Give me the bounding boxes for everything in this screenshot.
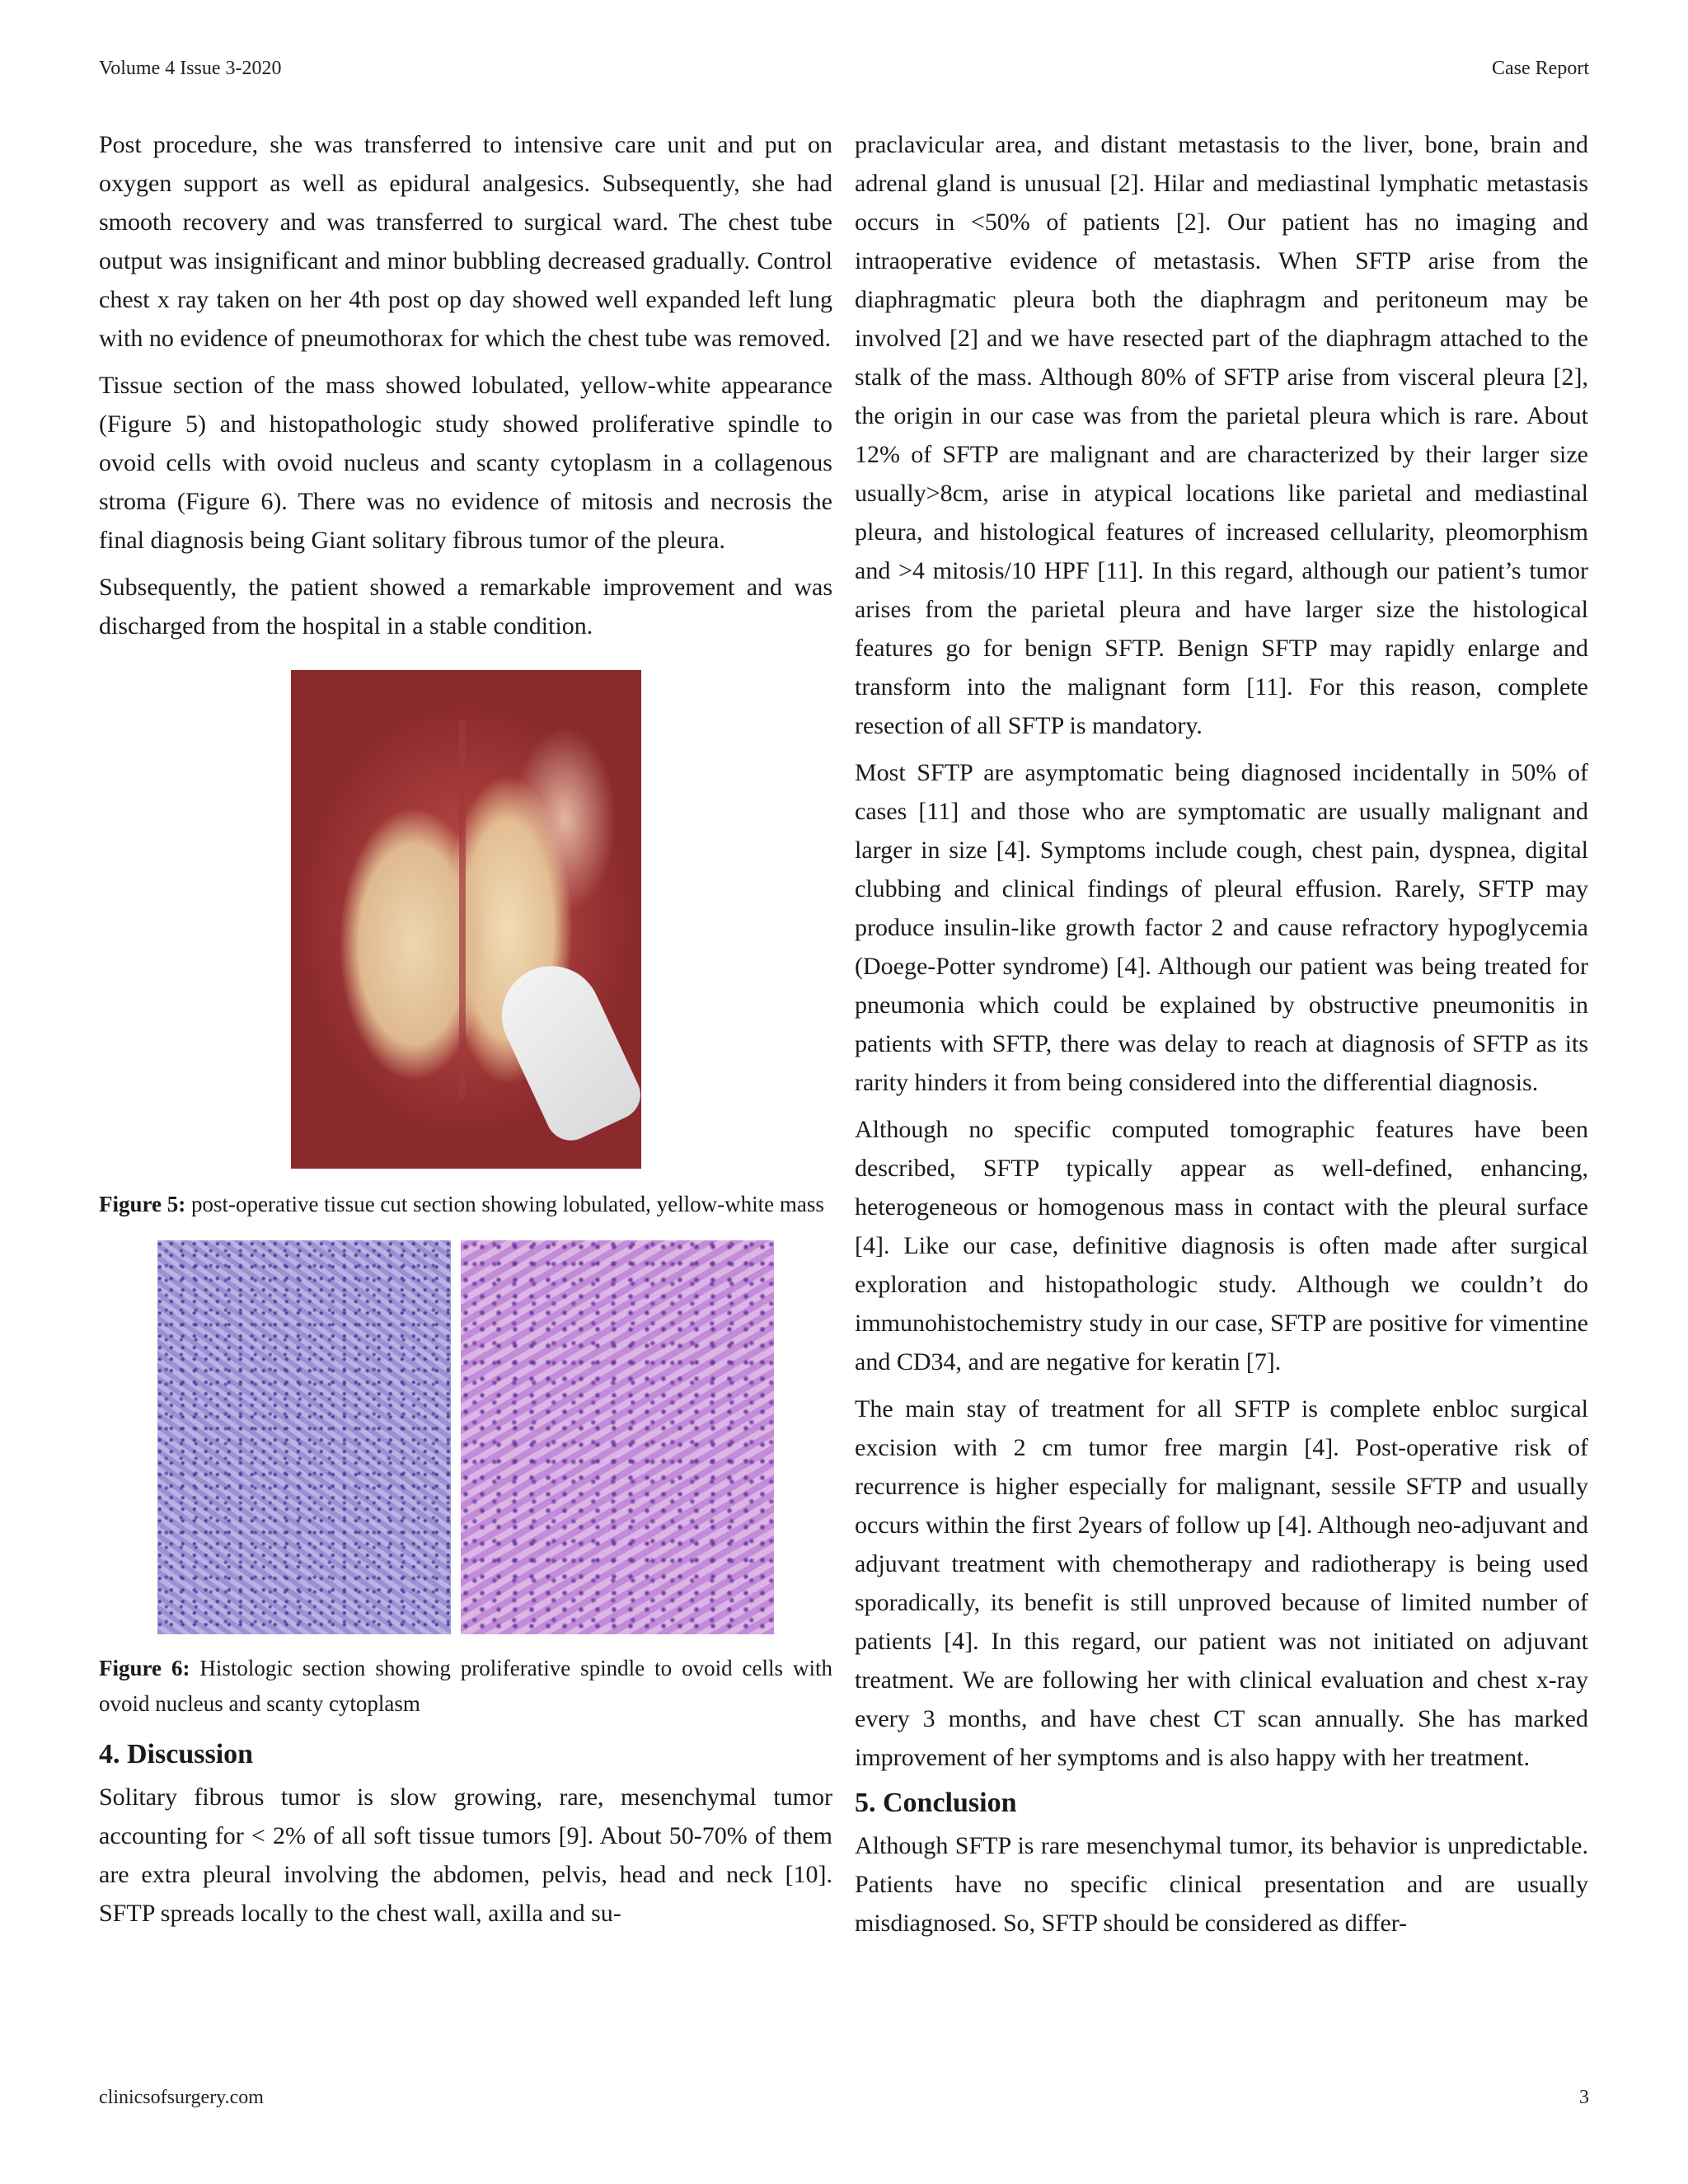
left-column <box>99 125 832 1941</box>
paragraph: Although no specific computed tomographic features have been described, SFTP typically appear as well-defined, enhancing, heterogeneous or homogenous mass in contact with the pleural surface [4]. Like our case, definitive diagnosis is often made after surgical exploration and histopathologic study. Although we couldn’t do immunohistochemistry study in our case, SFTP are positive for vimentine and CD34, and are negative for keratin [7]. <box>855 1116 1588 1376</box>
paragraph: The main stay of treatment for all SFTP is complete enbloc surgical excision with 2 cm tumor free margin [4]. Post-operative risk of recurrence is higher especially for malignant, sessile SFTP and usually occurs within the first 2years of follow up [4]. Although neo-adjuvant and adjuvant treatment with chemotherapy and radiotherapy is being used sporadically, its benefit is still unproved because of limited number of patients [4]. In this regard, our patient was not initiated on adjuvant treatment. We are following her with clinical evaluation and chest x-ray every 3 months, and have chest CT scan annually. She has marked improvement of her symptoms and is also happy with her treatment. <box>855 1395 1588 1771</box>
paragraph: praclavicular area, and distant metastasis to the liver, bone, brain and adrenal gland is unusual [2]. Hilar and mediastinal lymphatic metastasis occurs in <50% of patients [2]. Our patient has no imaging and intraoperative evidence of metastasis. When SFTP arise from the diaphragmatic pleura both the diaphragm and peritoneum may be involved [2] and we have resected part of the diaphragm attached to the stalk of the mass. Although 80% of SFTP arise from visceral pleura [2], the origin in our case was from the parietal pleura which is rare. About 12% of SFTP are malignant and are characterized by their larger size usually>8cm, arise in atypical locations like parietal and mediastinal pleura, and histological features of increased cellularity, pleomorphism and >4 mitosis/10 HPF [11]. In this regard, although our patient’s tumor arises from the parietal pleura and have larger size the histological features go for benign SFTP. Benign SFTP may rapidly enlarge and transform into the malignant form [11]. For this reason, complete resection of all SFTP is mandatory. <box>855 131 1588 739</box>
histology-image-right <box>461 1240 774 1634</box>
journal-volume: Volume 4 Issue 3-2020 <box>99 58 282 79</box>
paragraph: Most SFTP are asymptomatic being diagnosed incidentally in 50% of cases [11] and those who are symptomatic are usually malignant and larger in size [4]. Symptoms include cough, chest pain, dyspnea, digital clubbing and clinical findings of pleural effusion. Rarely, SFTP may produce insulin-like growth factor 2 and cause refractory hypoglycemia (Doege-Potter syndrome) [4]. Although our patient was being treated for pneumonia which could be explained by obstructive pneumonitis in patients with SFTP, there was delay to reach at diagnosis of SFTP as its rarity hinders it from being considered into the differential diagnosis. <box>855 759 1588 1096</box>
page-number: 3 <box>1579 2087 1589 2108</box>
section-heading-discussion: 4. Discussion <box>99 1739 254 1769</box>
paragraph: Tissue section of the mass showed lobulated, yellow-white appearance (Figure 5) and histopathologic study showed proliferative spindle to ovoid cells with ovoid nucleus and scanty cytoplasm in a collagenous stroma (Figure 6). There was no evidence of mitosis and necrosis the final diagnosis being Giant solitary fibrous tumor of the pleura. <box>99 372 832 554</box>
tissue-section-photo <box>291 670 641 1169</box>
paragraph: Although SFTP is rare mesenchymal tumor, its behavior is unpredictable. Patients have no specific clinical presentation and are usually misdiagnosed. So, SFTP should be considered as differ- <box>855 1832 1588 1937</box>
caption-text: Histologic section showing proliferative spindle to ovoid cells with ovoid nucleus and scanty cytoplasm <box>99 1656 833 1716</box>
journal-website: clinicsofsurgery.com <box>99 2087 264 2108</box>
paragraph: Solitary fibrous tumor is slow growing, rare, mesenchymal tumor accounting for < 2% of all soft tissue tumors [9]. About 50-70% of them are extra pleural involving the abdomen, pelvis, head and neck [10]. SFTP spreads locally to the chest wall, axilla and su- <box>99 1783 832 1927</box>
right-column <box>855 125 1588 1951</box>
figure-5 <box>99 670 832 1169</box>
figure-5-caption <box>99 1187 832 1222</box>
figure-6-caption <box>99 1651 832 1722</box>
caption-label: Figure 5: <box>99 1192 186 1216</box>
paragraph: Subsequently, the patient showed a remarkable improvement and was discharged from the hospital in a stable condition. <box>99 574 832 640</box>
running-footer <box>99 2087 1589 2109</box>
caption-text: post-operative tissue cut section showing lobulated, yellow-white mass <box>185 1192 824 1216</box>
section-heading-conclusion: 5. Conclusion <box>855 1788 1017 1818</box>
article-type: Case Report <box>1492 58 1589 79</box>
figure-6 <box>99 1240 832 1634</box>
running-header <box>99 58 1589 80</box>
paragraph: Post procedure, she was transferred to intensive care unit and put on oxygen support as well as epidural analgesics. Subsequently, she had smooth recovery and was transferred to surgical ward. The chest tube output was insignificant and minor bubbling decreased gradually. Control chest x ray taken on her 4th post op day showed well expanded left lung with no evidence of pneumothorax for which the chest tube was removed. <box>99 131 832 352</box>
caption-label: Figure 6: <box>99 1656 190 1680</box>
histology-image-left <box>157 1240 451 1634</box>
